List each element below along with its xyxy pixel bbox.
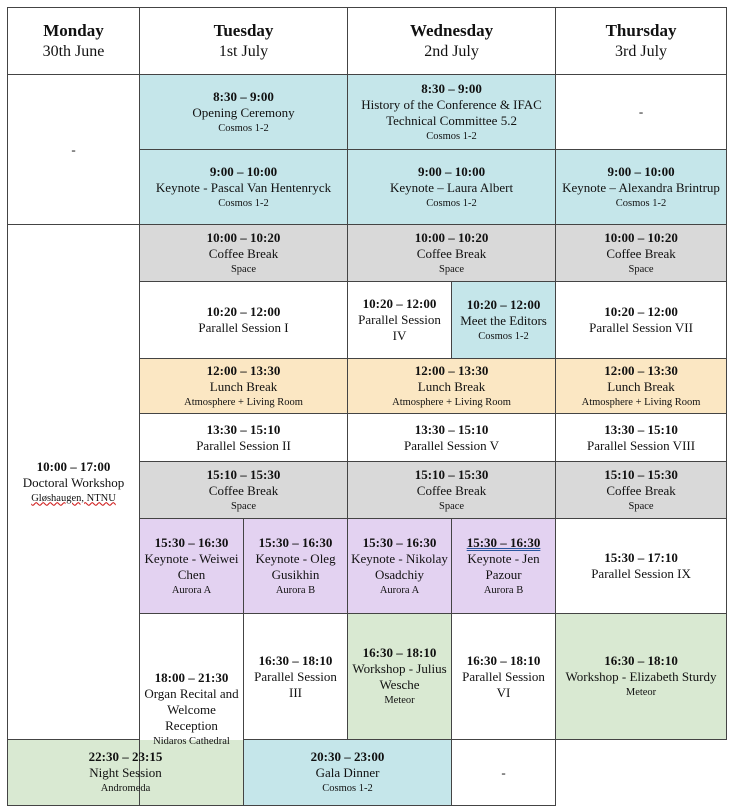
day-date: 1st July (218, 43, 269, 60)
event-parallel-session-5 (348, 414, 556, 462)
event-time: 15:30 – 16:30 (154, 534, 229, 550)
event-time: 9:00 – 10:00 (417, 163, 486, 179)
event-parallel-session-8 (556, 414, 727, 462)
event-time: 16:30 – 18:10 (604, 653, 678, 668)
event-title: Doctoral Workshop (22, 474, 125, 490)
event-time: 12:00 – 13:30 (604, 362, 678, 378)
event-coffee-break (140, 225, 348, 282)
event-title: Lunch Break (209, 378, 278, 394)
event-location: Space (628, 500, 654, 512)
event-time: 16:30 – 18:10 (362, 645, 437, 660)
event-title: Parallel Session VI (462, 668, 545, 700)
event-location: Meteor (625, 687, 657, 698)
event-parallel-session-3 (244, 614, 348, 740)
event-history-conference (348, 75, 556, 150)
event-title: Gala Dinner (315, 765, 380, 780)
event-title: Coffee Break (606, 482, 676, 498)
event-time: 10:00 – 10:20 (206, 229, 281, 245)
event-title: Coffee Break (416, 245, 487, 261)
event-title: Parallel Session I (198, 320, 289, 335)
event-keynote-weiwei-chen (140, 519, 244, 614)
event-location: Cosmos 1-2 (478, 330, 529, 342)
day-date: 2nd July (424, 43, 479, 60)
event-workshop-julius-wesche (348, 614, 452, 740)
event-time: 10:20 – 12:00 (206, 304, 281, 319)
event-location (11, 491, 136, 506)
day-name: Monday (43, 21, 104, 40)
event-lunch-break (348, 359, 556, 414)
event-title: Lunch Break (417, 378, 486, 394)
event-keynote-van-hentenryck (140, 150, 348, 225)
event-title: Workshop - Julius Wesche (352, 661, 447, 692)
event-location: Atmosphere + Living Room (184, 396, 303, 408)
event-time: 10:00 – 17:00 (36, 458, 111, 474)
event-time (455, 535, 552, 551)
event-time: 18:00 – 21:30 (154, 670, 229, 685)
event-title: Keynote - Oleg Gusikhin (255, 550, 336, 582)
event-title: Parallel Session VII (589, 320, 693, 335)
event-time: 15:10 – 15:30 (414, 466, 489, 482)
event-time: 10:20 – 12:00 (362, 296, 437, 311)
event-location-text: Gløshaugen, NTNU (31, 492, 116, 504)
event-time: 13:30 – 15:10 (604, 421, 678, 437)
event-title: Coffee Break (208, 245, 279, 261)
event-time: 10:00 – 10:20 (414, 229, 489, 245)
event-title: Keynote - Jen Pazour (467, 550, 540, 582)
event-gala-dinner (244, 740, 452, 806)
event-location: Atmosphere + Living Room (392, 396, 511, 408)
event-location: Nidaros Cathedral (153, 736, 230, 747)
event-time: 15:30 – 16:30 (362, 534, 437, 550)
event-opening-ceremony (140, 75, 348, 150)
event-time-text: 15:30 – 16:30 (466, 534, 541, 550)
event-title: Organ Recital and Welcome Reception (144, 686, 239, 733)
event-title: Parallel Session III (254, 668, 337, 700)
event-title: Parallel Session II (196, 437, 291, 453)
event-location: Atmosphere + Living Room (581, 396, 701, 408)
event-parallel-session-6 (452, 614, 556, 740)
day-date: 3rd July (615, 43, 668, 60)
event-title: Meet the Editors (460, 312, 547, 328)
header-monday (8, 8, 140, 75)
event-time: 9:00 – 10:00 (209, 163, 278, 179)
header-tuesday (140, 8, 348, 75)
event-location: Space (438, 263, 465, 275)
event-time: 10:20 – 12:00 (466, 296, 541, 312)
event-location: Aurora A (379, 584, 420, 596)
event-location: Space (230, 500, 257, 512)
event-location: Cosmos 1-2 (615, 197, 667, 209)
event-location: Cosmos 1-2 (426, 197, 477, 209)
event-title: Coffee Break (606, 245, 676, 261)
event-coffee-break (556, 462, 727, 519)
event-title: Keynote - Pascal Van Hentenryck (155, 179, 332, 195)
event-coffee-break (556, 225, 727, 282)
event-keynote-oleg-gusikhin (244, 519, 348, 614)
event-title: Keynote - Weiwei Chen (144, 550, 239, 582)
event-parallel-session-9 (556, 519, 727, 614)
event-title: Workshop - Elizabeth Sturdy (565, 669, 717, 684)
event-parallel-session-7 (556, 282, 727, 359)
event-title: Keynote – Laura Albert (389, 179, 514, 195)
event-location: Cosmos 1-2 (218, 197, 269, 209)
schedule-table (7, 7, 727, 806)
day-name: Wednesday (409, 21, 494, 40)
event-title: Keynote – Alexandra Brintrup (562, 179, 720, 195)
event-time: 20:30 – 23:00 (310, 749, 385, 764)
event-keynote-jen-pazour (452, 519, 556, 614)
event-time: 8:30 – 9:00 (421, 80, 482, 96)
event-title: Keynote - Nikolay Osadchiy (351, 550, 448, 582)
event-time: 15:10 – 15:30 (206, 466, 281, 482)
event-time: 12:00 – 13:30 (414, 362, 489, 378)
event-location: Space (230, 263, 257, 275)
event-title: Lunch Break (607, 378, 675, 394)
event-coffee-break (348, 225, 556, 282)
day-name: Tuesday (213, 21, 274, 40)
event-time: 13:30 – 15:10 (206, 421, 281, 437)
thursday-empty-evening: - (452, 740, 556, 806)
event-title: Opening Ceremony (192, 104, 295, 120)
event-time: 8:30 – 9:00 (213, 88, 274, 104)
event-title: History of the Conference & IFAC Technical Committee 5.2 (361, 96, 542, 128)
event-title: Parallel Session IX (591, 566, 691, 581)
header-thursday (556, 8, 727, 75)
event-time: 22:30 – 23:15 (88, 749, 163, 764)
event-keynote-brintrup (556, 150, 727, 225)
event-lunch-break (140, 359, 348, 414)
event-parallel-session-2 (140, 414, 348, 462)
event-location: Aurora B (483, 584, 524, 596)
event-night-session (8, 740, 244, 806)
event-parallel-session-4 (348, 282, 452, 359)
event-location: Meteor (384, 695, 415, 706)
event-time: 16:30 – 18:10 (466, 652, 541, 668)
event-doctoral-workshop (8, 225, 140, 740)
day-date: 30th June (42, 43, 105, 60)
event-time: 16:30 – 18:10 (258, 652, 333, 668)
event-location: Cosmos 1-2 (426, 130, 477, 142)
event-location: Space (628, 263, 654, 275)
event-title: Coffee Break (416, 482, 487, 498)
event-keynote-nikolay-osadchiy (348, 519, 452, 614)
event-time: 15:30 – 17:10 (604, 550, 678, 565)
event-title: Parallel Session VIII (586, 437, 696, 453)
event-location: Aurora A (171, 584, 212, 596)
event-meet-the-editors (452, 282, 556, 359)
event-location: Andromeda (100, 783, 151, 794)
event-location: Space (438, 500, 465, 512)
event-coffee-break (140, 462, 348, 519)
event-keynote-laura-albert (348, 150, 556, 225)
event-title: Coffee Break (208, 482, 279, 498)
event-workshop-elizabeth-sturdy (556, 614, 727, 740)
event-lunch-break (556, 359, 727, 414)
monday-empty-morning: - (8, 75, 140, 225)
event-title: Parallel Session IV (358, 312, 441, 343)
day-name: Thursday (605, 21, 677, 40)
event-title: Night Session (89, 765, 162, 780)
event-time: 15:30 – 16:30 (258, 534, 333, 550)
event-coffee-break (348, 462, 556, 519)
event-parallel-session-1 (140, 282, 348, 359)
thursday-empty-morning: - (556, 75, 727, 150)
event-location: Cosmos 1-2 (218, 122, 269, 134)
header-wednesday (348, 8, 556, 75)
event-time: 15:10 – 15:30 (604, 466, 678, 482)
event-time: 10:00 – 10:20 (604, 229, 678, 245)
event-time: 9:00 – 10:00 (607, 163, 675, 179)
event-time: 13:30 – 15:10 (414, 421, 489, 437)
event-location: Cosmos 1-2 (322, 783, 373, 794)
event-location: Aurora B (275, 584, 316, 596)
event-time: 10:20 – 12:00 (604, 304, 678, 319)
event-title: Parallel Session V (403, 437, 500, 453)
event-time: 12:00 – 13:30 (206, 362, 281, 378)
